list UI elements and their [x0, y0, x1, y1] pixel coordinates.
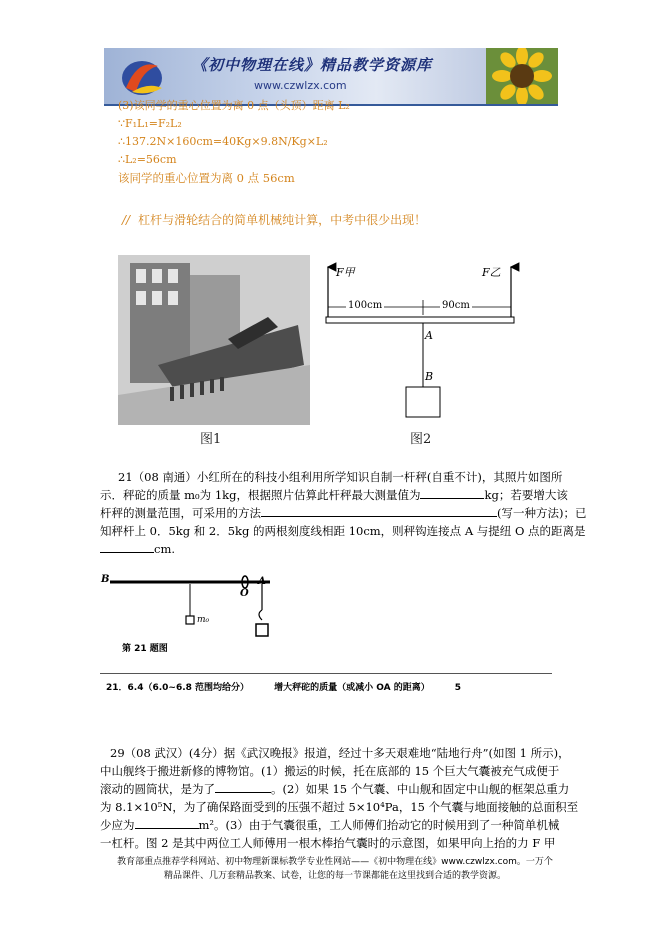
section-heading [122, 212, 426, 228]
q29-line-2: 中山舰终于搬进新修的博物馆。(1）搬运的时候，托在底部的 15 个巨大气囊被充气成便于 [100, 764, 560, 778]
answer-divider [100, 673, 552, 674]
q29-line-1: 29（08 武汉）(4分）据《武汉晚报》报道，经过十多天艰难地“陆地行舟”(如图 1 所示)， [110, 746, 570, 760]
fig2-force-right-label: F乙 [482, 266, 501, 279]
solution-line-5: 该同学的重心位置为离 0 点 56cm [118, 171, 295, 185]
wooden-beam [326, 317, 514, 323]
q21-blank-2 [261, 504, 497, 517]
page-footer [115, 855, 555, 883]
fig2-dist-right: 90cm [442, 300, 470, 311]
q29-line-5: 少应为 m²。(3）由于气囊很重，工人师傅们抬动它的时候用到了一种简单机械 [100, 818, 560, 832]
fig2-label-a: A [425, 329, 433, 342]
q21-line-3: 杆秤的测量范围，可采用的方法 (写一种方法)；已 [100, 506, 587, 520]
q21-blank-1 [420, 486, 484, 499]
fig21-label-o: O [240, 588, 249, 599]
q21-line-1: 21（08 南通）小红所在的科技小组利用所学知识自制一杆秤(自重不计)，其照片如图所 [118, 470, 563, 484]
footer-line-1: 教育部重点推荐学科网站、初中物理新课标教学专业性网站——《初中物理在线》www.czwlzx.com。一万个 [117, 857, 553, 867]
site-logo [118, 52, 174, 100]
q21-line-5: cm. [100, 540, 175, 558]
solution-line-3: ∴137.2N×160cm=40Kg×9.8N/Kg×L₂ [118, 135, 328, 148]
footer-line-2: 精品课件、几万套精品教案、试卷，让您的每一节课都能在这里找到合适的教学资源。 [163, 871, 506, 881]
section-marker: // [122, 213, 131, 227]
fig2-label-b: B [425, 370, 434, 383]
figure-2-diagram [318, 255, 528, 425]
solution-line-2: ∵F₁L₁=F₂L₂ [118, 117, 182, 130]
banner-title: 《初中物理在线》精品教学资源库 [192, 56, 433, 74]
airbag-box [406, 387, 440, 417]
figure-2-caption: 图2 [410, 432, 432, 447]
section-heading-text: 杠杆与滑轮结合的简单机械纯计算，中考中很少出现！ [138, 213, 427, 227]
fig21-caption: 第 21 题图 [122, 644, 168, 654]
fig2-force-left-label: F甲 [336, 266, 355, 279]
q21-blank-3 [100, 540, 154, 553]
banner-url: www.czwlzx.com [254, 79, 347, 92]
figure-1-caption: 图1 [200, 432, 222, 447]
fig21-label-a: A [258, 576, 266, 587]
solution-line-1: (3)该同学的重心位置为离 0 点（头顶）距离 L₂ [118, 99, 350, 112]
answer-21: 21．6.4（6.0~6.8 范围均给分） 增大秤砣的质量（或减小 OA 的距离） 5 [106, 683, 462, 693]
q21-line-2: 示．秤砣的质量 m₀为 1kg，根据照片估算此杆秤最大测量值为 kg；若要增大该 [100, 488, 568, 502]
q29-blank-1 [215, 780, 271, 793]
sunflower-image [486, 48, 558, 104]
hook-load [256, 624, 268, 636]
q29-blank-2 [135, 816, 199, 829]
fig21-label-b: B [101, 574, 110, 585]
fig21-label-m0: m₀ [197, 615, 210, 625]
q29-line-3: 滚动的圆筒状，是为了 。(2）如果 15 个气囊、中山舰和固定中山舰的框架总重力 [100, 782, 570, 796]
q29-line-6: 一杠杆。图 2 是其中两位工人师傅用一根木棒抬气囊时的示意图，如果甲向上抬的力 F 甲 [100, 836, 556, 850]
fig2-dist-left: 100cm [348, 300, 383, 311]
q29-line-4: 为 8.1×10⁵N，为了确保路面受到的压强不超过 5×10⁴Pa，15 个气囊与地面接触的总面积至 [100, 800, 579, 814]
counterweight-m0 [186, 616, 194, 624]
q21-line-4: 知秤杆上 0．5kg 和 2．5kg 的两根刻度线相距 10cm，则秤钩连接点 A 与提纽 O 点的距离是 [100, 524, 586, 538]
figure-1-photo [118, 255, 310, 425]
solution-line-4: ∴L₂=56cm [118, 153, 177, 166]
